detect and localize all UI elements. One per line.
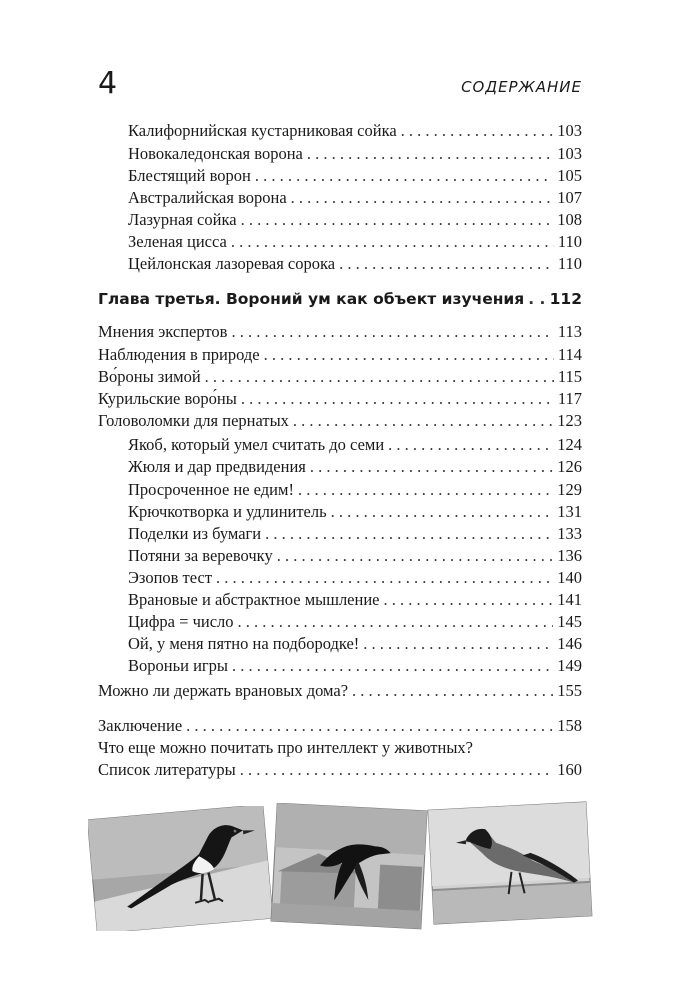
leader-dots bbox=[216, 568, 553, 588]
toc-entry[interactable] bbox=[128, 210, 582, 230]
toc-entry-page: 145 bbox=[557, 612, 582, 631]
toc-entry-label: Эзопов тест bbox=[128, 568, 213, 587]
toc-entry-label: Крючкотворка и удлинитель bbox=[128, 502, 327, 521]
toc-entry[interactable] bbox=[128, 524, 582, 544]
leader-dots bbox=[310, 457, 553, 477]
magpie-photo bbox=[88, 806, 272, 931]
toc-entry-label: Цифра = число bbox=[128, 612, 234, 631]
leader-dots bbox=[383, 590, 553, 610]
leader-dots bbox=[238, 612, 554, 632]
leader-dots bbox=[265, 524, 553, 544]
toc-entry-page: 129 bbox=[557, 480, 582, 499]
toc-entry-page: 158 bbox=[557, 716, 582, 735]
toc-entry-page: 103 bbox=[557, 144, 582, 163]
toc-entry-page: 117 bbox=[557, 389, 582, 408]
toc-entry-page: 126 bbox=[557, 457, 582, 476]
leader-dots bbox=[231, 232, 554, 252]
hooded-crow-photo bbox=[427, 800, 593, 926]
toc-entry-page: 155 bbox=[557, 681, 582, 700]
toc-entry-page: 149 bbox=[557, 656, 582, 675]
toc-entry-page: 131 bbox=[557, 502, 582, 521]
toc-entry-label: Можно ли держать врановых дома? bbox=[98, 681, 349, 700]
toc-entry[interactable] bbox=[98, 322, 582, 342]
toc-entry-page: 110 bbox=[557, 232, 582, 251]
toc-entry-page: 140 bbox=[557, 568, 582, 587]
toc-entry-label: Мнения экспертов bbox=[98, 322, 228, 341]
leader-dots bbox=[240, 760, 554, 780]
toc-entry[interactable] bbox=[98, 345, 582, 365]
toc-entry-label: Головоломки для пернатых bbox=[98, 411, 289, 430]
toc-entry-label: Во́роны зимой bbox=[98, 367, 201, 386]
toc-entry[interactable] bbox=[128, 546, 582, 566]
toc-entry-label: Заключение bbox=[98, 716, 183, 735]
toc-entry-label: Цейлонская лазоревая сорока bbox=[128, 254, 336, 273]
running-head: СОДЕРЖАНИЕ bbox=[461, 78, 582, 96]
toc-entry-label: Лазурная сойка bbox=[128, 210, 237, 229]
leader-dots bbox=[307, 144, 553, 164]
leader-dots bbox=[401, 121, 554, 141]
toc-entry[interactable] bbox=[98, 367, 582, 387]
toc-entry-label: Якоб, который умел считать до семи bbox=[128, 435, 385, 454]
toc-entry-page: 112 bbox=[549, 290, 582, 308]
leader-dots bbox=[298, 480, 553, 500]
toc-entry[interactable] bbox=[128, 188, 582, 208]
leader-dots bbox=[255, 166, 553, 186]
toc-entry-label: Список литературы bbox=[98, 760, 236, 779]
toc-entry[interactable] bbox=[98, 411, 582, 431]
toc-entry-page: 107 bbox=[557, 188, 582, 207]
toc-entry[interactable] bbox=[98, 389, 582, 409]
leader-dots bbox=[528, 290, 545, 308]
toc-chapter-heading[interactable] bbox=[98, 290, 582, 308]
flying-crow-photo bbox=[270, 803, 428, 931]
toc-entry[interactable] bbox=[128, 254, 582, 274]
leader-dots bbox=[331, 502, 554, 522]
toc-entry-label: Потяни за веревочку bbox=[128, 546, 273, 565]
toc-entry-page: 136 bbox=[557, 546, 582, 565]
toc-entry-label: Курильские воро́ны bbox=[98, 389, 237, 408]
toc-entry[interactable] bbox=[128, 435, 582, 455]
toc-entry[interactable] bbox=[98, 738, 582, 758]
toc-entry[interactable] bbox=[128, 568, 582, 588]
leader-dots bbox=[388, 435, 553, 455]
toc-entry-label: Вороньи игры bbox=[128, 656, 228, 675]
toc-entry[interactable] bbox=[98, 716, 582, 736]
toc-entry-label: Австралийская ворона bbox=[128, 188, 287, 207]
toc-entry[interactable] bbox=[128, 480, 582, 500]
toc-entry-label: Зеленая цисса bbox=[128, 232, 227, 251]
leader-dots bbox=[363, 634, 553, 654]
leader-dots bbox=[241, 210, 554, 230]
toc-entry-page: 114 bbox=[557, 345, 582, 364]
toc-entry-page: 146 bbox=[557, 634, 582, 653]
leader-dots bbox=[293, 411, 553, 431]
toc-entry-label: Глава третья. Вороний ум как объект изучения bbox=[98, 290, 525, 308]
toc-entry[interactable] bbox=[128, 502, 582, 522]
leader-dots bbox=[277, 546, 554, 566]
toc-entry-label: Новокаледонская ворона bbox=[128, 144, 303, 163]
toc-entry[interactable] bbox=[128, 590, 582, 610]
toc-entry-page: 124 bbox=[557, 435, 582, 454]
toc-entry-page: 103 bbox=[557, 121, 582, 140]
toc-entry-page: 105 bbox=[557, 166, 582, 185]
toc-entry-label: Врановые и абстрактное мышление bbox=[128, 590, 380, 609]
page-number: 4 bbox=[98, 66, 118, 101]
toc-entry-page: 133 bbox=[557, 524, 582, 543]
leader-dots bbox=[232, 656, 553, 676]
toc-entry[interactable] bbox=[128, 457, 582, 477]
toc-entry[interactable] bbox=[128, 166, 582, 186]
toc-entry-label: Что еще можно почитать про интеллект у животных? bbox=[98, 738, 473, 757]
toc-entry-page: 108 bbox=[557, 210, 582, 229]
toc-entry-page: 123 bbox=[557, 411, 582, 430]
toc-entry-label: Наблюдения в природе bbox=[98, 345, 260, 364]
toc-entry[interactable] bbox=[98, 681, 582, 701]
toc-entry-page: 160 bbox=[557, 760, 582, 779]
leader-dots bbox=[291, 188, 554, 208]
leader-dots bbox=[241, 389, 554, 409]
toc-entry-label: Ой, у меня пятно на подбородке! bbox=[128, 634, 360, 653]
toc-entry[interactable] bbox=[128, 121, 582, 141]
leader-dots bbox=[231, 322, 553, 342]
toc-entry-page: 141 bbox=[557, 590, 582, 609]
toc-entry-label: Жюля и дар предвидения bbox=[128, 457, 306, 476]
toc-entry[interactable] bbox=[128, 656, 582, 676]
toc-entry-label: Блестящий ворон bbox=[128, 166, 251, 185]
toc-entry[interactable] bbox=[128, 144, 582, 164]
leader-dots bbox=[264, 345, 554, 365]
leader-dots bbox=[186, 716, 553, 736]
toc-entry-label: Калифорнийская кустарниковая сойка bbox=[128, 121, 397, 140]
toc-entry[interactable] bbox=[128, 232, 582, 252]
toc-entry-page: 110 bbox=[557, 254, 582, 273]
leader-dots bbox=[205, 367, 554, 387]
toc-entry[interactable] bbox=[98, 760, 582, 780]
toc-entry-page: 113 bbox=[557, 322, 582, 341]
toc-entry[interactable] bbox=[128, 634, 582, 654]
leader-dots bbox=[352, 681, 553, 701]
toc-entry-label: Просроченное не едим! bbox=[128, 480, 294, 499]
toc-entry-page: 115 bbox=[557, 367, 582, 386]
toc-entry[interactable] bbox=[128, 612, 582, 632]
toc-entry-label: Поделки из бумаги bbox=[128, 524, 262, 543]
leader-dots bbox=[339, 254, 554, 274]
